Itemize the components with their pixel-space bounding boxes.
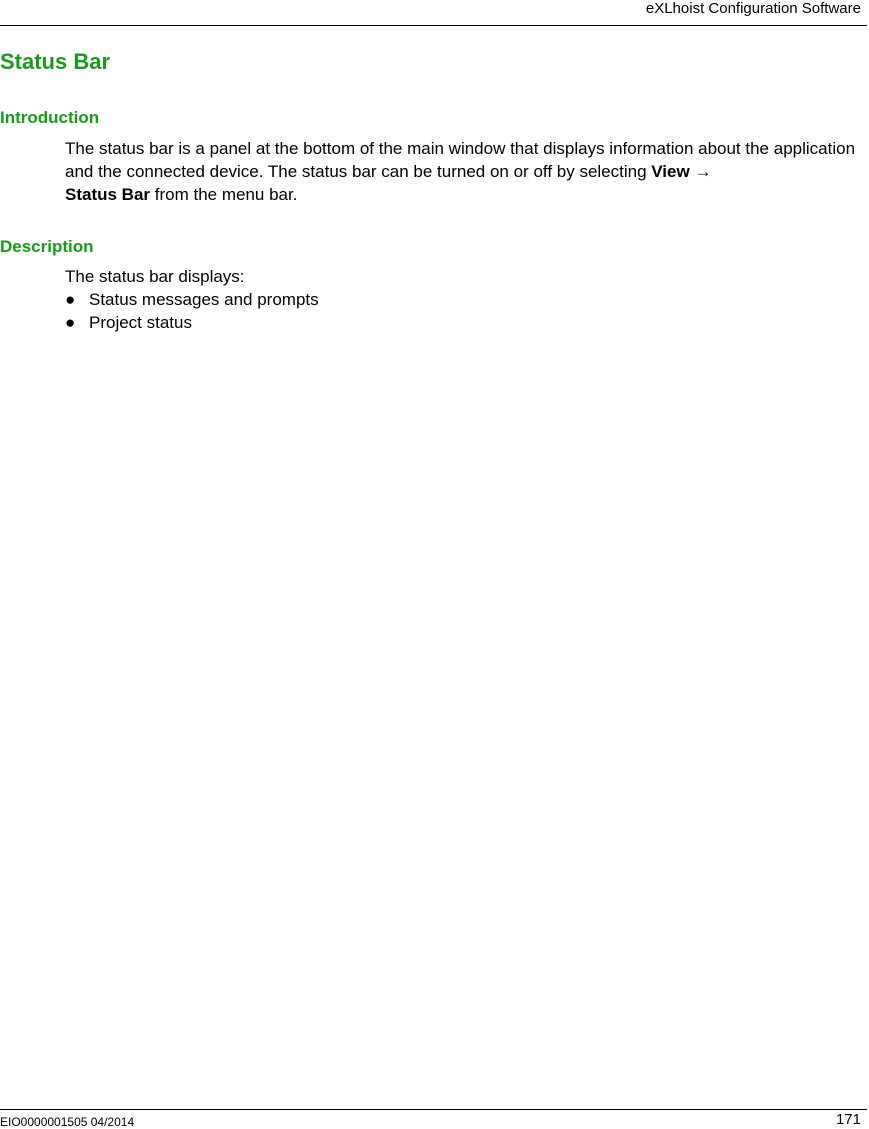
introduction-text-after: from the menu bar.: [150, 185, 298, 204]
list-item: [65, 311, 319, 334]
description-bullet-list: [65, 288, 319, 334]
list-item-text: Project status: [89, 313, 192, 332]
list-item: [65, 288, 319, 311]
introduction-text-before: The status bar is a panel at the bottom of the main window that displays information about the application and the connected device. The status bar can be turned on or off by selecting: [65, 139, 856, 181]
bullet-icon: ●: [65, 290, 76, 309]
page-number: 171: [835, 1111, 861, 1128]
header-rule: [0, 25, 867, 26]
footer-document-id: EIO0000001505 04/2014: [0, 1115, 135, 1129]
introduction-heading: Introduction: [0, 108, 100, 127]
list-item-text: Status messages and prompts: [89, 290, 319, 309]
menu-status-bar-label: Status Bar: [65, 185, 151, 204]
section-title: Status Bar: [0, 49, 111, 74]
description-intro: The status bar displays:: [65, 267, 245, 286]
menu-arrow-icon: →: [694, 162, 712, 181]
footer-rule: [0, 1109, 867, 1110]
running-header-title: eXLhoist Configuration Software: [645, 0, 861, 17]
introduction-paragraph: [65, 137, 869, 206]
menu-view-label: View: [651, 162, 690, 181]
bullet-icon: ●: [65, 313, 76, 332]
description-heading: Description: [0, 237, 94, 256]
